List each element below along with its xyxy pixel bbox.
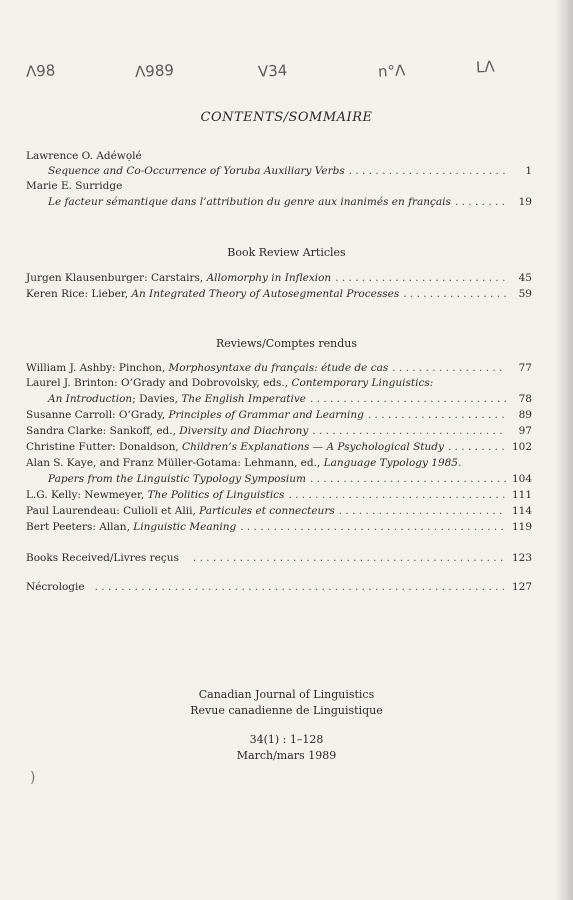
page-number: 89: [518, 409, 532, 421]
toc-entry[interactable]: Christine Futter: Donaldson, Children’s Explanations — A Psychological Study . . . 102: [26, 441, 532, 456]
toc-entry[interactable]: Sandra Clarke: Sankoff, ed., Diversity and Diachrony . . . 97: [26, 425, 532, 440]
toc-entry[interactable]: William J. Ashby: Pinchon, Morphosyntaxe du français: étude de cas . . . 77: [26, 362, 532, 377]
page-number: 114: [511, 505, 532, 517]
toc-entry-continued[interactable]: An Introduction; Davies, The English Imperative . . . 78: [48, 393, 532, 408]
toc-entry[interactable]: Nécrologie . . . 127: [26, 581, 532, 596]
page-number: 104: [511, 473, 532, 485]
page-number: 119: [511, 521, 532, 533]
page-number: 59: [518, 288, 532, 300]
page-title: CONTENTS/SOMMAIRE: [200, 110, 373, 125]
toc-entry[interactable]: Keren Rice: Lieber, An Integrated Theory of Autosegmental Processes . . . 59: [26, 288, 532, 303]
page-number: 78: [518, 393, 532, 405]
page-number: 111: [511, 489, 532, 501]
journal-name-fr: Revue canadienne de Linguistique: [190, 704, 383, 717]
section-heading: Book Review Articles: [227, 246, 346, 259]
binding-shadow: [555, 0, 573, 900]
volume-info: 34(1) : 1–128: [249, 733, 324, 746]
handwritten-note: LΛ: [475, 57, 496, 77]
page-number: 97: [518, 425, 532, 437]
journal-name-en: Canadian Journal of Linguistics: [198, 688, 375, 701]
toc-entry[interactable]: Le facteur sémantique dans l’attribution du genre aux inanimés en français . . . 19: [48, 196, 532, 211]
toc-entry[interactable]: Jurgen Klausenburger: Carstairs, Allomorphy in Inflexion . . . 45: [26, 272, 532, 287]
article-author: Marie E. Surridge: [26, 180, 123, 192]
page-number: 127: [511, 581, 532, 593]
toc-entry[interactable]: Paul Laurendeau: Culioli et Alii, Particules et connecteurs . . . 114: [26, 505, 532, 520]
handwritten-note: V34: [257, 61, 288, 81]
handwritten-note: n°Λ: [377, 61, 406, 81]
toc-entry[interactable]: Alan S. Kaye, and Franz Müller-Gotama: Lehmann, ed., Language Typology 1985.: [26, 457, 462, 469]
article-author: Lawrence O. Adéwọlé: [26, 150, 142, 162]
handwritten-note: Λ989: [134, 60, 175, 82]
page-number: 102: [511, 441, 532, 453]
toc-entry[interactable]: Bert Peeters: Allan, Linguistic Meaning . . . 119: [26, 521, 532, 536]
handwritten-note: Λ98: [25, 61, 56, 81]
toc-entry[interactable]: Books Received/Livres reçus . . . 123: [26, 552, 532, 567]
page-number: 19: [518, 196, 532, 208]
toc-entry[interactable]: Sequence and Co-Occurrence of Yoruba Auxiliary Verbs . . . 1: [48, 165, 532, 180]
toc-entry[interactable]: L.G. Kelly: Newmeyer, The Politics of Linguistics . . . 111: [26, 489, 532, 504]
toc-entry-continued[interactable]: Papers from the Linguistic Typology Symposium . . . 104: [48, 473, 532, 488]
page-number: 1: [525, 165, 532, 177]
toc-entry[interactable]: Susanne Carroll: O’Grady, Principles of Grammar and Learning . . . 89: [26, 409, 532, 424]
page-number: 123: [511, 552, 532, 564]
issue-date: March/mars 1989: [236, 749, 337, 762]
stray-mark: ): [30, 770, 36, 786]
page-number: 77: [518, 362, 532, 374]
section-heading: Reviews/Comptes rendus: [215, 337, 357, 350]
page-number: 45: [518, 272, 532, 284]
toc-entry[interactable]: Laurel J. Brinton: O’Grady and Dobrovolsky, eds., Contemporary Linguistics:: [26, 377, 434, 389]
